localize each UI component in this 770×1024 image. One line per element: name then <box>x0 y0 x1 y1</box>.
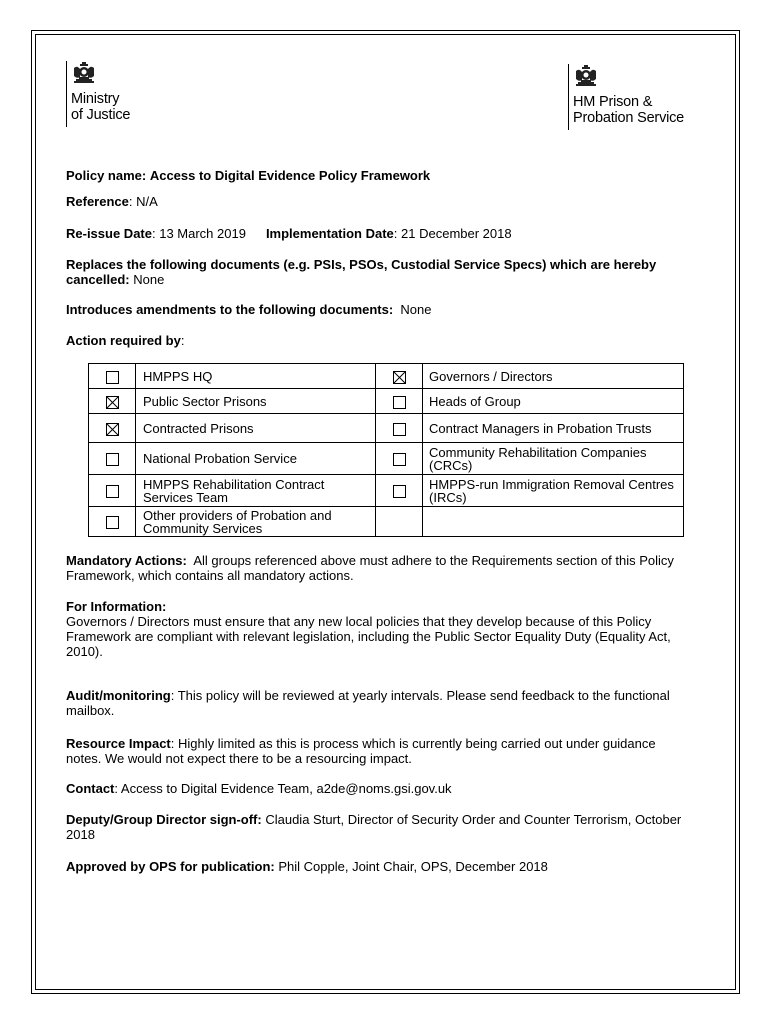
label-contract-managers: Contract Managers in Probation Trusts <box>423 414 684 443</box>
approved-text: Phil Copple, Joint Chair, OPS, December 2018 <box>278 859 548 874</box>
checkbox-other-providers[interactable] <box>106 516 119 529</box>
label-ircs: HMPPS-run Immigration Removal Centres (IRCs) <box>423 475 684 507</box>
ministry-name-line2: of Justice <box>71 107 131 123</box>
checkbox-crcs[interactable] <box>393 453 406 466</box>
ministry-name-line1: Ministry <box>71 91 120 107</box>
contact-line <box>66 781 452 796</box>
action-required-label: Action required by <box>66 333 181 348</box>
table-row <box>89 443 684 475</box>
checkbox-public-sector-prisons[interactable] <box>106 396 119 409</box>
checkbox-hmpps-hq[interactable] <box>106 371 119 384</box>
replaces-label: Replaces the following documents (e.g. PSIs, PSOs, Custodial Service Specs) which are hereby cancelled: <box>66 257 657 287</box>
checkbox-governors-directors[interactable] <box>393 371 406 384</box>
label-public-sector-prisons: Public Sector Prisons <box>136 389 376 414</box>
amendments-line <box>66 302 432 317</box>
label-crcs: Community Rehabilitation Companies (CRCs) <box>423 443 684 475</box>
checkbox-hmpps-rehabilitation[interactable] <box>106 485 119 498</box>
audit-label: Audit/monitoring <box>66 688 171 703</box>
replaces-value: None <box>133 272 165 287</box>
table-row <box>89 389 684 414</box>
label-national-probation-service: National Probation Service <box>136 443 376 475</box>
resource-label: Resource Impact <box>66 736 171 751</box>
amendments-value: None <box>400 302 432 317</box>
mandatory-label: Mandatory Actions: <box>66 553 187 568</box>
policy-name-line <box>66 168 430 183</box>
checkbox-contract-managers[interactable] <box>393 423 406 436</box>
mandatory-actions-paragraph <box>66 553 696 583</box>
action-required-table <box>88 363 684 537</box>
reference-value: : N/A <box>128 194 158 209</box>
implementation-value: : 21 December 2018 <box>393 226 512 241</box>
approved-label: Approved by OPS for publication: <box>66 859 275 874</box>
action-required-line <box>66 333 184 348</box>
checkbox-ircs[interactable] <box>393 485 406 498</box>
deputy-label: Deputy/Group Director sign-off: <box>66 812 262 827</box>
label-empty-cell <box>423 507 684 537</box>
audit-text: : This policy will be reviewed at yearly intervals. Please send feedback to the functional mailbox. <box>66 688 670 718</box>
royal-crest-icon <box>71 61 97 85</box>
reference-line <box>66 194 158 209</box>
label-governors-directors: Governors / Directors <box>423 364 684 389</box>
contact-label: Contact <box>66 781 115 796</box>
checkbox-contracted-prisons[interactable] <box>106 423 119 436</box>
replaces-paragraph <box>66 257 686 287</box>
for-information-text: Governors / Directors must ensure that any new local policies that they develop because of this Policy Framework are compliant with relevant legislation, including the Public Sector Equality Duty (Equality Act, 2010). <box>66 614 671 659</box>
resource-impact-paragraph <box>66 736 666 766</box>
dates-line <box>66 226 512 241</box>
implementation-label: Implementation Date <box>265 226 394 241</box>
table-row <box>89 475 684 507</box>
action-required-suffix: : <box>180 333 185 348</box>
info-label: For Information: <box>66 599 167 614</box>
deputy-director-paragraph <box>66 812 696 842</box>
label-heads-of-group: Heads of Group <box>423 389 684 414</box>
checkbox-heads-of-group[interactable] <box>393 396 406 409</box>
label-other-providers: Other providers of Probation and Community Services <box>136 507 376 537</box>
hmpps-name-line2: Probation Service <box>573 110 685 126</box>
amendments-label: Introduces amendments to the following documents: <box>66 302 394 317</box>
approved-line <box>66 859 548 874</box>
for-information-heading <box>66 599 706 614</box>
table-row <box>89 507 684 537</box>
audit-monitoring-paragraph <box>66 688 671 718</box>
hmpps-logo <box>568 64 684 130</box>
royal-crest-icon <box>573 64 599 88</box>
label-hmpps-rehabilitation: HMPPS Rehabilitation Contract Services Team <box>136 475 376 507</box>
label-contracted-prisons: Contracted Prisons <box>136 414 376 443</box>
reference-label: Reference <box>66 194 129 209</box>
checkbox-national-probation-service[interactable] <box>106 453 119 466</box>
policy-name-label: Policy name: <box>66 168 147 183</box>
deputy-text: Claudia Sturt, Director of Security Order and Counter Terrorism, October 2018 <box>66 812 682 842</box>
table-row <box>89 414 684 443</box>
mandatory-text: All groups referenced above must adhere to the Requirements section of this Policy Framework, which contains all mandatory actions. <box>66 553 674 583</box>
label-hmpps-hq: HMPPS HQ <box>136 364 376 389</box>
reissue-label: Re-issue Date <box>66 226 152 241</box>
ministry-of-justice-logo <box>66 61 130 127</box>
table-row <box>89 364 684 389</box>
reissue-value: : 13 March 2019 <box>151 226 246 241</box>
contact-text: : Access to Digital Evidence Team, a2de@noms.gsi.gov.uk <box>114 781 452 796</box>
hmpps-name-line1: HM Prison & <box>573 94 653 110</box>
resource-text: : Highly limited as this is process which is currently being carried out under guidance notes. We would not expect there to be a resourcing impact. <box>66 736 656 766</box>
policy-name-value: Access to Digital Evidence Policy Framework <box>149 168 431 183</box>
